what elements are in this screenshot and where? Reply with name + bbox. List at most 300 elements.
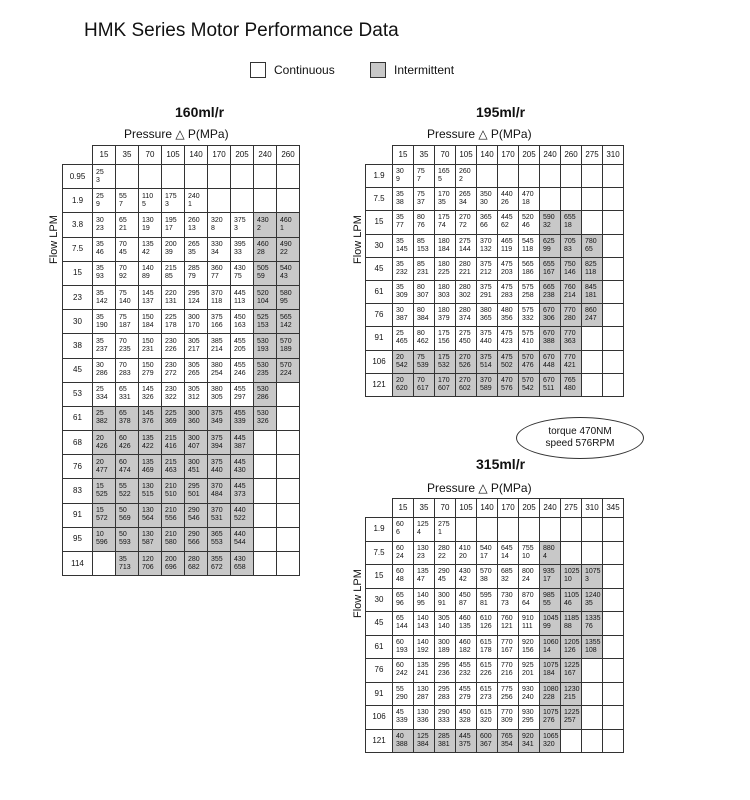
speed-value: 18 [522,199,530,207]
speed-value: 297 [234,394,246,402]
intermittent-cell [254,310,277,334]
continuous-cell [414,234,435,257]
speed-value: 37 [417,199,425,207]
speed-value: 132 [480,245,492,253]
torque-value: 1240 [585,591,601,599]
intermittent-cell [162,455,185,479]
header-corner [366,499,393,518]
torque-value: 135 [142,241,154,249]
flow-cell: 76 [63,455,93,479]
intermittent-cell [254,261,277,285]
speed-value: 532 [438,361,450,369]
intermittent-cell [582,588,603,612]
empty-cell [540,518,561,542]
torque-value: 145 [142,386,154,394]
speed-value: 59 [257,273,265,281]
continuous-cell [162,382,185,406]
speed-value: 92 [119,273,127,281]
continuous-cell [393,280,414,303]
empty-cell [603,327,624,350]
continuous-cell [185,237,208,261]
torque-value: 430 [234,265,246,273]
continuous-cell [116,334,139,358]
continuous-cell [498,659,519,683]
intermittent-cell [519,729,540,753]
empty-cell [603,188,624,211]
torque-value: 180 [438,307,450,315]
speed-value: 65 [585,245,593,253]
pressure-header-cell: 35 [116,146,139,165]
speed-value: 514 [480,361,492,369]
flow-cell: 30 [63,310,93,334]
intermittent-cell [561,327,582,350]
torque-value: 220 [165,289,177,297]
speed-value: 341 [522,740,534,748]
pressure-header-cell: 70 [435,499,456,518]
speed-value: 1 [280,224,284,232]
speed-value: 156 [522,646,534,654]
torque-value: 445 [234,483,246,491]
empty-cell [582,211,603,234]
continuous-cell [477,682,498,706]
intermittent-cell [254,213,277,237]
flow-cell: 91 [63,503,93,527]
torque-value: 1025 [564,568,580,576]
torque-value: 570 [280,337,292,345]
callout-bubble [516,417,644,459]
torque-value: 165 [438,168,450,176]
continuous-cell [93,358,116,382]
empty-cell [603,565,624,589]
speed-value: 7 [417,176,421,184]
intermittent-cell [116,527,139,551]
flow-cell: 121 [366,373,393,396]
speed-value: 416 [165,442,177,450]
torque-value: 85 [417,260,425,268]
continuous-cell [498,304,519,327]
torque-value: 175 [438,330,450,338]
speed-value: 235 [119,345,131,353]
torque-value: 70 [119,265,127,273]
table-row [366,280,624,303]
empty-cell [254,527,277,551]
speed-value: 153 [417,245,429,253]
empty-cell [603,165,624,188]
table-row [63,527,300,551]
continuous-cell [393,659,414,683]
empty-cell [561,518,582,542]
intermittent-cell [254,358,277,382]
continuous-cell [231,285,254,309]
table-195-flow-label: Flow LPM [352,215,364,264]
continuous-cell [456,706,477,730]
speed-value: 201 [522,670,534,678]
torque-value: 935 [543,568,555,576]
continuous-cell [477,565,498,589]
speed-value: 83 [564,245,572,253]
torque-value: 290 [438,709,450,717]
torque-value: 880 [543,544,555,552]
intermittent-cell [435,729,456,753]
continuous-cell [519,541,540,565]
continuous-cell [498,541,519,565]
speed-value: 46 [564,599,572,607]
torque-value: 140 [142,265,154,273]
torque-value: 930 [522,709,534,717]
torque-value: 450 [459,709,471,717]
intermittent-cell [477,373,498,396]
legend-intermittent [370,62,454,78]
speed-value: 365 [480,315,492,323]
torque-value: 750 [564,260,576,268]
flow-cell: 1.9 [366,165,393,188]
speed-value: 328 [459,717,471,725]
continuous-cell [139,237,162,261]
speed-value: 241 [417,670,429,678]
continuous-cell [162,213,185,237]
intermittent-cell [393,729,414,753]
empty-cell [254,431,277,455]
legend-continuous [250,62,335,78]
speed-value: 214 [564,292,576,300]
empty-cell [582,518,603,542]
empty-cell [603,211,624,234]
speed-value: 231 [142,345,154,353]
speed-value: 76 [585,623,593,631]
empty-cell [208,189,231,213]
continuous-cell [477,327,498,350]
speed-value: 381 [438,740,450,748]
torque-value: 265 [188,241,200,249]
speed-value: 99 [543,245,551,253]
pressure-header-cell: 105 [456,146,477,165]
speed-value: 34 [459,199,467,207]
torque-value: 200 [165,555,177,563]
pressure-header-cell: 345 [603,499,624,518]
continuous-cell [519,280,540,303]
torque-value: 60 [396,568,404,576]
speed-value: 254 [211,370,223,378]
intermittent-cell [116,479,139,503]
torque-value: 180 [438,237,450,245]
torque-value: 570 [522,353,534,361]
flow-cell: 61 [63,406,93,430]
continuous-cell [231,213,254,237]
torque-value: 320 [211,216,223,224]
torque-value: 295 [438,685,450,693]
table-160 [62,145,300,576]
torque-value: 20 [96,458,104,466]
table-row [366,729,624,753]
continuous-cell [498,706,519,730]
intermittent-cell [582,280,603,303]
torque-value: 305 [188,386,200,394]
speed-value: 283 [438,693,450,701]
torque-value: 45 [396,709,404,717]
speed-value: 257 [564,717,576,725]
torque-value: 55 [396,685,404,693]
torque-value: 505 [257,265,269,273]
continuous-cell [93,237,116,261]
speed-value: 286 [96,370,108,378]
speed-value: 24 [522,576,530,584]
torque-value: 920 [522,638,534,646]
table-195-pressure-label: Pressure △ P(MPa) [427,127,532,141]
torque-value: 445 [234,434,246,442]
torque-value: 770 [564,330,576,338]
empty-cell [603,280,624,303]
intermittent-cell [540,706,561,730]
torque-value: 230 [165,337,177,345]
intermittent-cell [519,373,540,396]
continuous-cell [477,612,498,636]
speed-value: 423 [501,338,513,346]
continuous-cell [477,635,498,659]
empty-cell [582,659,603,683]
continuous-cell [208,261,231,285]
empty-cell [519,165,540,188]
continuous-cell [519,659,540,683]
torque-value: 380 [211,386,223,394]
torque-value: 460 [280,216,292,224]
table-row [366,304,624,327]
torque-value: 35 [396,237,404,245]
continuous-cell [393,257,414,280]
torque-value: 140 [417,615,429,623]
speed-value: 8 [211,224,215,232]
torque-value: 240 [188,192,200,200]
torque-value: 35 [96,337,104,345]
torque-value: 490 [280,241,292,249]
continuous-cell [519,257,540,280]
continuous-cell [93,261,116,285]
torque-value: 130 [417,709,429,717]
empty-cell [603,373,624,396]
continuous-cell [208,382,231,406]
intermittent-cell [231,406,254,430]
table-row [366,257,624,280]
intermittent-cell [208,406,231,430]
continuous-cell [139,261,162,285]
continuous-cell [519,304,540,327]
continuous-cell [435,612,456,636]
continuous-cell [456,565,477,589]
speed-value: 539 [417,361,429,369]
torque-value: 665 [543,284,555,292]
continuous-cell [139,189,162,213]
speed-value: 2 [257,224,261,232]
speed-value: 228 [543,693,555,701]
intermittent-cell [477,350,498,373]
continuous-cell [456,541,477,565]
table-195 [365,145,624,397]
table-row [63,285,300,309]
torque-value: 455 [234,386,246,394]
speed-value: 17 [480,552,488,560]
speed-value: 30 [480,199,488,207]
pressure-header-cell: 140 [477,499,498,518]
continuous-cell [435,257,456,280]
speed-value: 93 [96,273,104,281]
speed-value: 85 [165,273,173,281]
intermittent-cell [139,406,162,430]
torque-value: 230 [165,386,177,394]
speed-value: 280 [564,315,576,323]
speed-value: 144 [396,623,408,631]
table-160-pressure-label: Pressure △ P(MPa) [124,127,229,141]
speed-value: 384 [417,315,429,323]
empty-cell [561,729,582,753]
speed-value: 178 [480,646,492,654]
empty-cell [540,188,561,211]
torque-value: 460 [459,615,471,623]
continuous-cell [139,310,162,334]
intermittent-cell [254,237,277,261]
torque-value: 270 [459,353,471,361]
speed-value: 480 [564,384,576,392]
speed-value: 421 [564,361,576,369]
flow-cell: 91 [366,327,393,350]
speed-value: 286 [257,394,269,402]
flow-cell: 61 [366,635,393,659]
speed-value: 121 [501,623,513,631]
intermittent-cell [561,257,582,280]
torque-value: 270 [459,376,471,384]
speed-value: 189 [280,345,292,353]
torque-value: 295 [438,662,450,670]
flow-cell: 76 [366,659,393,683]
pressure-header-cell: 205 [231,146,254,165]
flow-cell: 53 [63,382,93,406]
speed-value: 142 [280,321,292,329]
continuous-cell [477,188,498,211]
speed-value: 553 [211,539,223,547]
speed-value: 602 [459,384,471,392]
speed-value: 190 [96,321,108,329]
torque-value: 570 [280,362,292,370]
table-row [63,406,300,430]
torque-value: 570 [522,376,534,384]
torque-value: 80 [417,307,425,315]
torque-value: 35 [96,241,104,249]
flow-cell: 114 [63,552,93,576]
continuous-cell [519,588,540,612]
legend-continuous-label: Continuous [274,63,335,77]
table-315-title: 315ml/r [476,456,526,472]
torque-value: 430 [459,568,471,576]
torque-value: 780 [585,237,597,245]
table-row [63,213,300,237]
empty-cell [603,518,624,542]
speed-value: 334 [96,394,108,402]
table-315 [365,498,624,753]
intermittent-cell [93,455,116,479]
speed-value: 224 [280,370,292,378]
intermittent-cell [162,527,185,551]
speed-value: 312 [188,394,200,402]
speed-value: 542 [396,361,408,369]
torque-value: 455 [459,662,471,670]
pressure-header-cell: 170 [208,146,231,165]
empty-cell [582,350,603,373]
torque-value: 135 [142,434,154,442]
torque-value: 80 [417,284,425,292]
continuous-cell [477,304,498,327]
speed-value: 3 [96,176,100,184]
continuous-cell [477,280,498,303]
torque-value: 380 [480,307,492,315]
intermittent-cell [277,358,300,382]
flow-cell: 76 [366,304,393,327]
speed-value: 215 [564,693,576,701]
torque-value: 475 [501,260,513,268]
intermittent-cell [231,503,254,527]
empty-cell [561,541,582,565]
torque-value: 170 [438,376,450,384]
continuous-cell [435,541,456,565]
intermittent-cell [254,285,277,309]
speed-value: 379 [438,315,450,323]
speed-value: 87 [459,599,467,607]
empty-cell [254,552,277,576]
speed-value: 178 [165,321,177,329]
torque-value: 570 [480,568,492,576]
intermittent-cell [540,565,561,589]
continuous-cell [477,211,498,234]
speed-value: 22 [438,552,446,560]
empty-cell [603,257,624,280]
torque-value: 1205 [564,638,580,646]
torque-value: 760 [501,615,513,623]
torque-value: 30 [396,168,404,176]
table-row [63,503,300,527]
speed-value: 7 [119,200,123,208]
continuous-cell [208,334,231,358]
speed-value: 119 [501,245,513,253]
speed-value: 426 [96,442,108,450]
speed-value: 143 [417,623,429,631]
torque-value: 1335 [585,615,601,623]
speed-value: 291 [480,292,492,300]
continuous-cell [435,682,456,706]
intermittent-cell [582,257,603,280]
intermittent-cell [139,552,162,576]
continuous-cell [116,189,139,213]
intermittent-cell [162,406,185,430]
torque-value: 280 [459,260,471,268]
torque-value: 445 [459,732,471,740]
continuous-cell [93,334,116,358]
continuous-cell [393,518,414,542]
speed-value: 6 [396,529,400,537]
torque-value: 180 [438,284,450,292]
intermittent-cell [208,455,231,479]
speed-value: 232 [396,268,408,276]
torque-value: 290 [188,507,200,515]
speed-value: 167 [564,670,576,678]
torque-value: 530 [257,410,269,418]
table-row [366,165,624,188]
torque-value: 845 [585,284,597,292]
torque-value: 670 [543,307,555,315]
empty-cell [561,165,582,188]
torque-value: 610 [480,615,492,623]
intermittent-cell [540,350,561,373]
torque-value: 130 [142,216,154,224]
flow-cell: 15 [366,565,393,589]
continuous-cell [456,188,477,211]
torque-value: 445 [501,214,513,222]
